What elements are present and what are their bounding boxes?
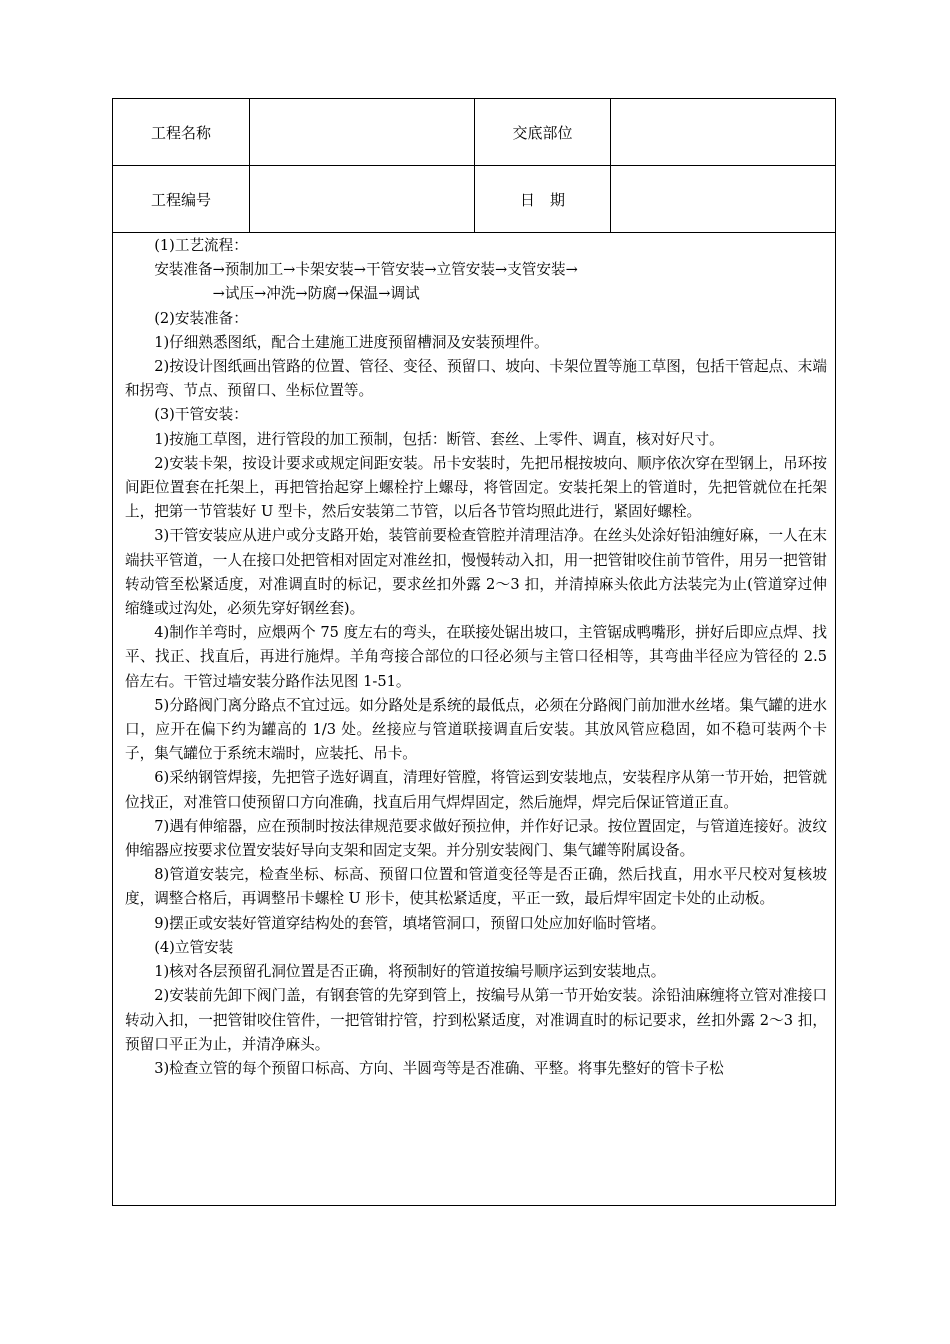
process-flow-line: 安装准备→预制加工→卡架安装→干管安装→立管安装→支管安装→ [154, 261, 578, 279]
project-name-value [250, 99, 475, 165]
paragraph: 6)采纳钢管焊接，先把管子选好调直，清理好管膛，将管运到安装地点，安装程序从第一节开始，把管就位找正，对准管口使预留口方向准确，找直后用气焊焊固定，然后施焊，焊完后保证管道正直。 [125, 769, 827, 811]
paragraph: 1)按施工草图，进行管段的加工预制，包括：断管、套丝、上零件、调直，核对好尺寸。 [154, 430, 724, 448]
paragraph: 1)仔细熟悉图纸，配合土建施工进度预留槽洞及安装预埋件。 [154, 333, 549, 351]
handover-part-value [611, 99, 835, 165]
paragraph: 9)摆正或安装好管道穿结构处的套管，填堵管洞口，预留口处应加好临时管堵。 [154, 914, 666, 932]
project-name-label: 工程名称 [113, 99, 250, 165]
section-title: (4)立管安装 [154, 938, 234, 956]
paragraph: 2)安装卡架，按设计要求或规定间距安装。吊卡安装时，先把吊棍按坡向、顺序依次穿在型钢上，吊环按间距位置套在托架上，再把管抬起穿上螺栓拧上螺母，将管固定。安装托架上的管道时，先把管就位在托架上，把第一节管装好 U 型卡，然后安装第二节管，以后各节管均照此进行，紧固好螺栓。 [125, 454, 827, 521]
disclosure-form [112, 98, 836, 1206]
handover-part-label: 交底部位 [475, 99, 611, 165]
section-title: (2)安装准备： [154, 309, 248, 327]
paragraph: 7)遇有伸缩器，应在预制时按法律规范要求做好预拉伸，并作好记录。按位置固定，与管道连接好。波纹伸缩器应按要求位置安装好导向支架和固定支架。并分别安装阀门、集气罐等附属设备。 [125, 817, 827, 860]
project-no-label: 工程编号 [113, 166, 250, 232]
header-row-2 [113, 166, 835, 233]
paragraph: 2)安装前先卸下阀门盖，有钢套管的先穿到管上，按编号从第一节开始安装。涂铅油麻缠将立管对准接口转动入扣，一把管钳咬住管件，一把管钳拧管，拧到松紧适度，对准调直时的标记要求，丝扣外露 2～3 扣，预留口平正为止，并清净麻头。 [125, 987, 827, 1053]
paragraph: 3)干管安装应从进户或分支路开始，装管前要检查管腔并清理洁净。在丝头处涂好铅油缠好麻，一人在末端扶平管道，一人在接口处把管相对固定对准丝扣，慢慢转动入扣，用一把管钳咬住前节管件，用另一把管钳转动管至松紧适度，对准调直时的标记，要求丝扣外露 2～3 扣，并清掉麻头依此方法装完为止(管道穿过伸缩缝或过沟处，必须先穿好钢丝套)。 [125, 527, 827, 618]
paragraph: 1)核对各层预留孔洞位置是否正确，将预制好的管道按编号顺序运到安装地点。 [154, 963, 666, 981]
disclosure-content [125, 234, 827, 1081]
section-title: (3)干管安装： [154, 406, 248, 424]
header-row-1 [113, 99, 835, 166]
paragraph: 2)按设计图纸画出管路的位置、管径、变径、预留口、坡向、卡架位置等施工草图，包括干管起点、末端和拐弯、节点、预留口、坐标位置等。 [125, 358, 827, 400]
paragraph: 5)分路阀门离分路点不宜过远。如分路处是系统的最低点，必须在分路阀门前加泄水丝堵。集气罐的进水口，应开在偏下约为罐高的 1/3 处。丝接应与管道联接调直后安装。其放风管应稳固，如不稳可装两个卡子，集气罐位于系统末端时，应装托、吊卡。 [125, 696, 827, 763]
paragraph: 3)检查立管的每个预留口标高、方向、半圆弯等是否准确、平整。将事先整好的管卡子松 [154, 1059, 724, 1077]
paragraph: 8)管道安装完，检查坐标、标高、预留口位置和管道变径等是否正确，然后找直，用水平尺校对复核坡度，调整合格后，再调整吊卡螺栓 U 形卡，使其松紧适度，平正一致，最后焊牢固定卡处的止动板。 [125, 866, 827, 908]
paragraph: 4)制作羊弯时，应煨两个 75 度左右的弯头，在联接处锯出坡口，主管锯成鸭嘴形，拼好后即应点焊、找平、找正、找直后，再进行施焊。羊角弯接合部位的口径必须与主管口径相等，其弯曲半径应为管径的 2.5 倍左右。干管过墙安装分路作法见图 1-51。 [125, 624, 827, 690]
section-title: (1)工艺流程： [154, 237, 248, 254]
date-value [611, 166, 835, 232]
date-label: 日 期 [475, 166, 611, 232]
process-flow-line: →试压→冲洗→防腐→保温→调试 [212, 285, 420, 303]
project-no-value [250, 166, 475, 232]
